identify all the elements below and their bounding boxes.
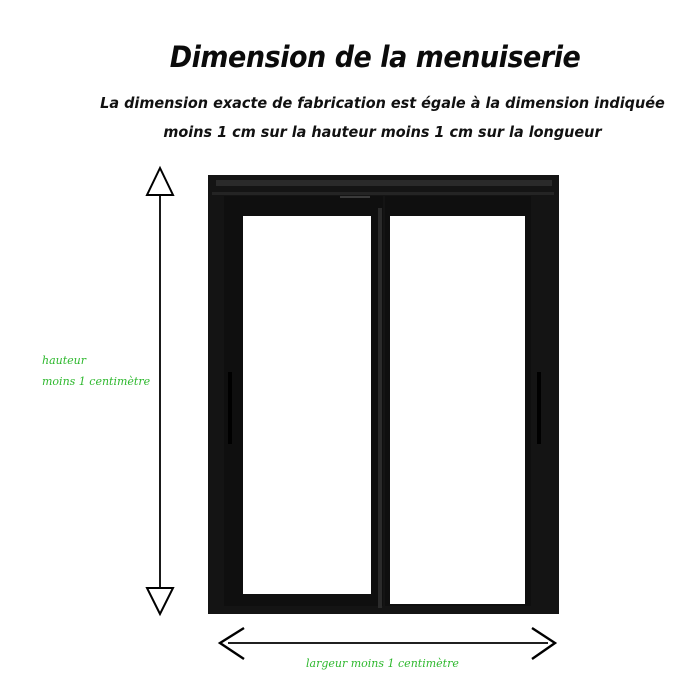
height-arrow [147, 168, 173, 614]
width-arrow [220, 628, 555, 659]
subtitle-line-2: moins 1 cm sur la hauteur moins 1 cm sur la longueur [163, 123, 602, 141]
left-handle [228, 372, 232, 444]
subtitle-line-1: La dimension exacte de fabrication est égale à la dimension indiquée [100, 94, 665, 112]
diagram-title: Dimension de la menuiserie [169, 40, 581, 74]
left-glass [243, 216, 371, 594]
height-label-line-1: hauteur [42, 354, 86, 367]
height-label-line-2: moins 1 centimètre [42, 375, 151, 388]
right-glass [390, 216, 525, 604]
right-handle [537, 372, 541, 444]
sliding-door-icon [208, 175, 559, 614]
width-label: largeur moins 1 centimètre [306, 657, 459, 670]
